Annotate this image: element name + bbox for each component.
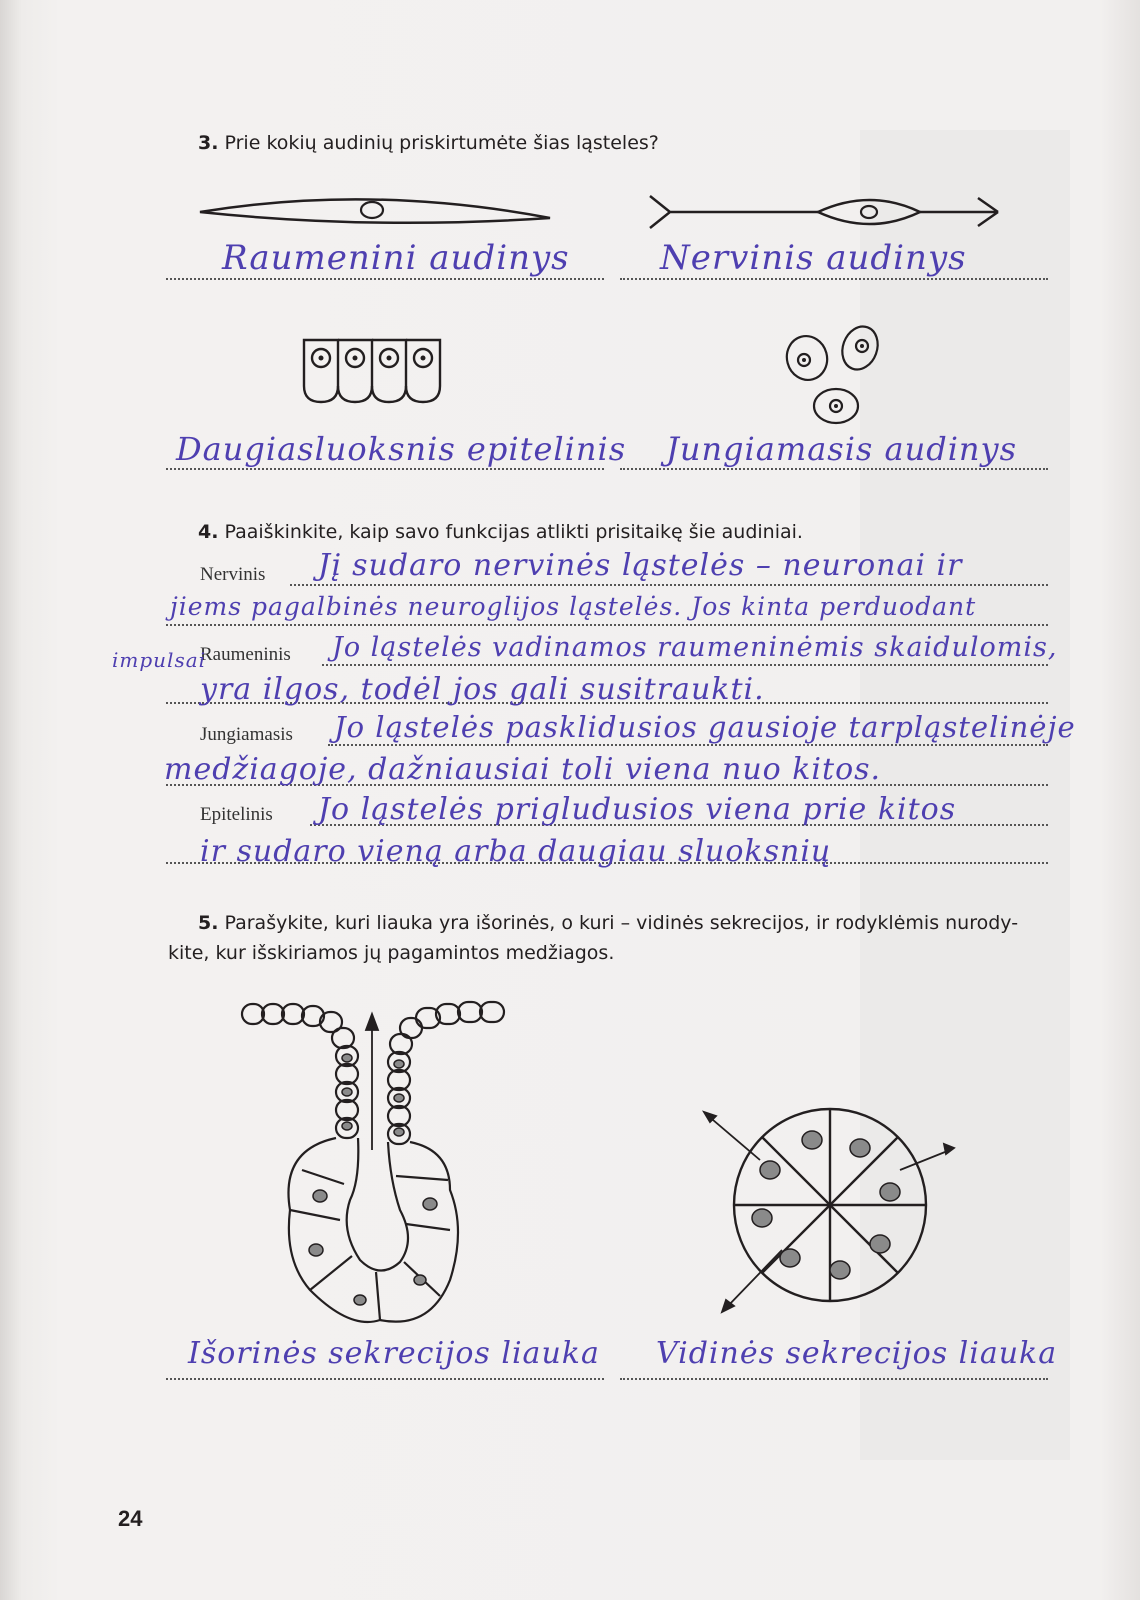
q4-answer-line: ir sudaro vieną arba daugiau sluoksnių xyxy=(200,834,832,869)
answer-line xyxy=(166,624,1048,626)
label-jungiamasis: Jungiamasis xyxy=(200,724,293,745)
question-4-number: 4. xyxy=(198,521,219,543)
exocrine-gland-drawing xyxy=(240,1000,520,1340)
connective-cells-drawing xyxy=(780,322,890,432)
question-5-line2: kite, kur išskiriamos jų pagamintos medžiagos. xyxy=(168,942,615,964)
answer-line xyxy=(328,744,1048,746)
endocrine-gland-drawing xyxy=(700,1100,960,1310)
answer-line xyxy=(322,664,1048,666)
answer-line xyxy=(166,1378,604,1380)
q3-answer-muscle: Raumenini audinys xyxy=(222,238,570,278)
question-5-number: 5. xyxy=(198,912,219,934)
question-3 xyxy=(198,130,659,156)
answer-line xyxy=(620,468,1048,470)
question-4-text: Paaiškinkite, kaip savo funkcijas atlikti prisitaikę šie audiniai. xyxy=(224,521,803,543)
question-4 xyxy=(198,519,803,545)
q5-answer-exocrine: Išorinės sekrecijos liauka xyxy=(188,1336,600,1371)
answer-line xyxy=(166,278,604,280)
q3-answer-connective: Jungiamasis audinys xyxy=(666,430,1018,468)
answer-line xyxy=(620,278,1048,280)
q3-answer-nerve: Nervinis audinys xyxy=(660,238,967,278)
label-nervinis: Nervinis xyxy=(200,564,266,585)
q5-answer-endocrine: Vidinės sekrecijos liauka xyxy=(656,1336,1058,1371)
q4-answer-line: Jį sudaro nervinės ląstelės – neuronai ir xyxy=(318,548,963,583)
q4-answer-line: Jo ląstelės vadinamos raumeninėmis skaidulomis, xyxy=(332,632,1058,663)
label-epitelinis: Epitelinis xyxy=(200,804,273,825)
muscle-cell-drawing xyxy=(200,190,560,236)
q4-margin-note: impulsai xyxy=(112,648,207,672)
question-3-number: 3. xyxy=(198,132,219,154)
answer-line xyxy=(166,468,604,470)
answer-line xyxy=(620,1378,1048,1380)
q4-answer-line: medžiagoje, dažniausiai toli viena nuo kitos. xyxy=(164,752,882,787)
label-raumeninis: Raumeninis xyxy=(200,644,291,665)
question-5 xyxy=(198,910,1018,936)
q4-answer-line: Jo ląstelės pasklidusios gausioje tarpląstelinėje xyxy=(334,710,1076,744)
epithelial-cells-drawing xyxy=(300,336,450,406)
neuron-cell-drawing xyxy=(648,192,1018,232)
question-3-text: Prie kokių audinių priskirtumėte šias ląsteles? xyxy=(224,132,659,154)
q4-answer-line: yra ilgos, todėl jos gali susitraukti. xyxy=(200,672,765,707)
q3-answer-epithelial: Daugiasluoksnis epitelinis xyxy=(176,430,627,468)
page-number: 24 xyxy=(118,1506,143,1531)
q4-answer-line: Jo ląstelės prigludusios viena prie kitos xyxy=(318,792,957,827)
answer-line xyxy=(290,584,1048,586)
question-5-text-line1: Parašykite, kuri liauka yra išorinės, o kuri – vidinės sekrecijos, ir rodyklėmis nurody- xyxy=(224,912,1019,934)
q4-answer-line: jiems pagalbinės neuroglijos ląstelės. Jos kinta perduodant xyxy=(170,592,977,621)
